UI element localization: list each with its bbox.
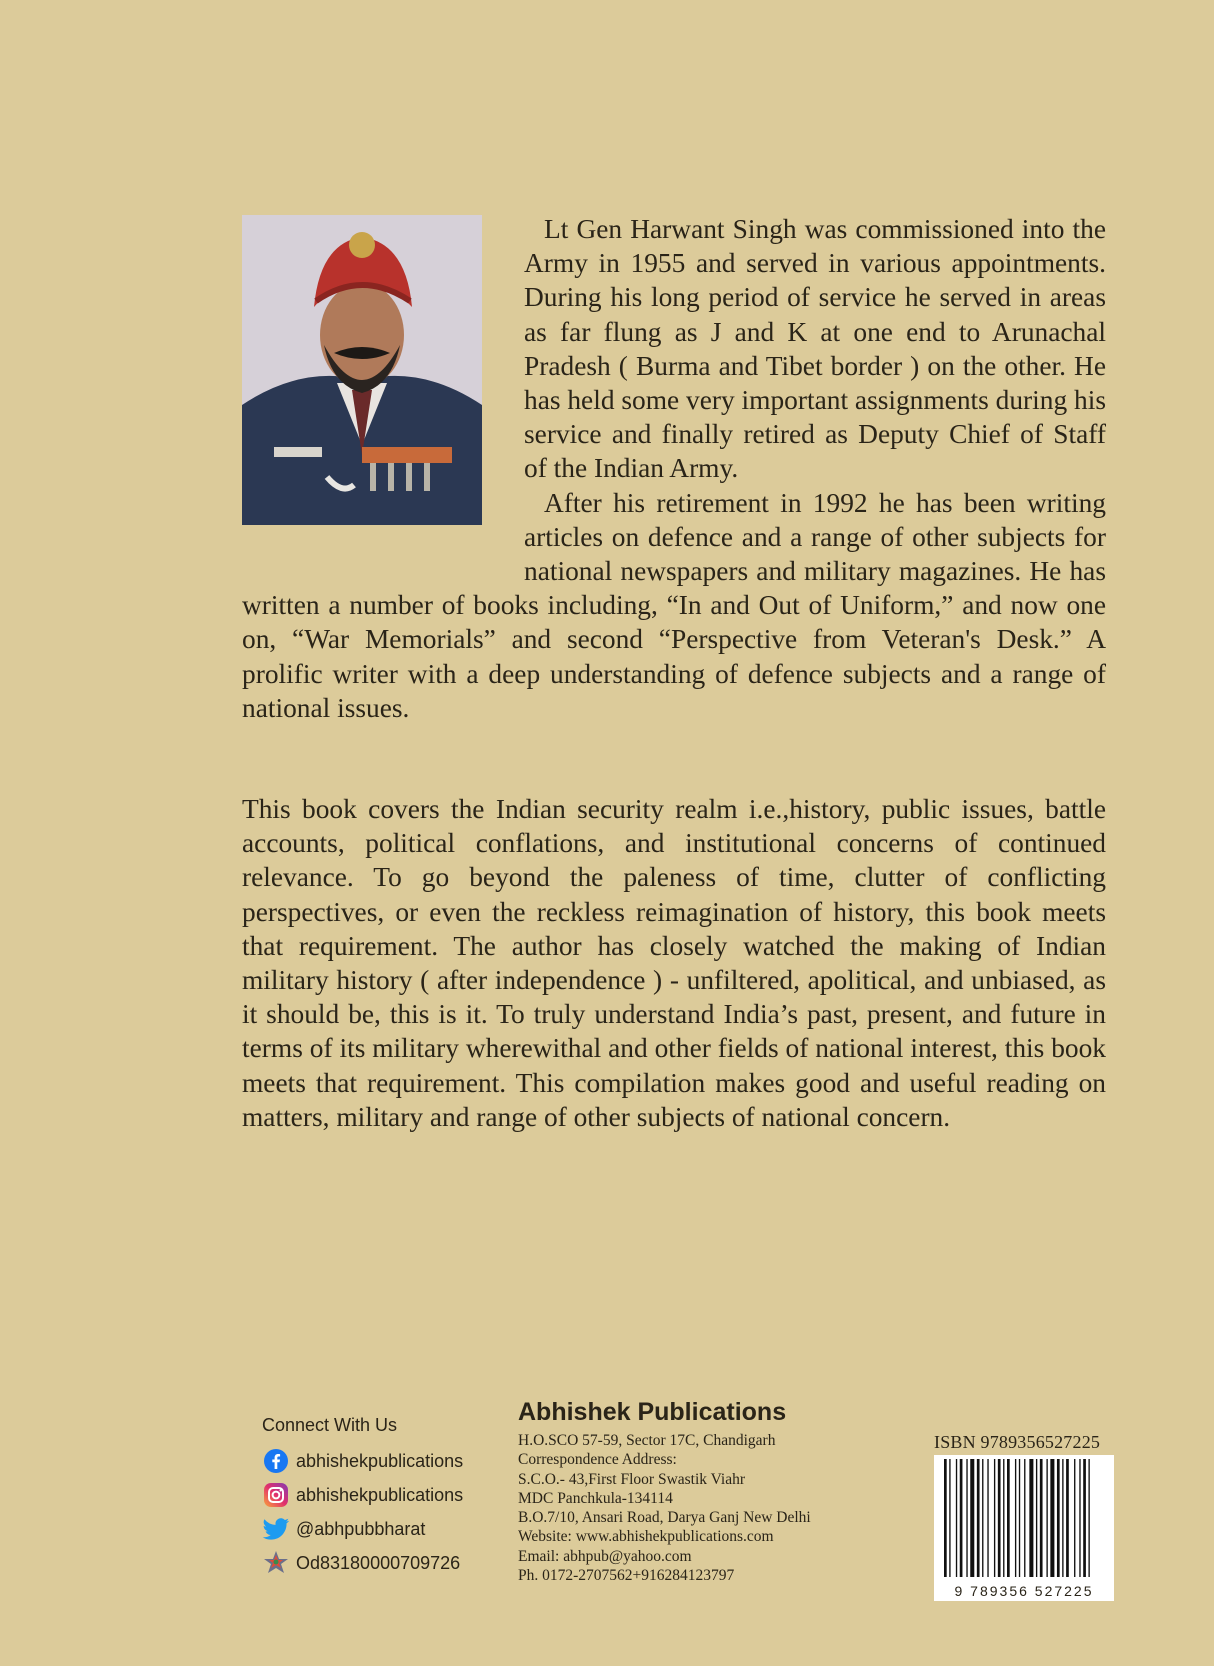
social-twitter[interactable] — [262, 1512, 463, 1546]
social-gem[interactable] — [262, 1546, 463, 1580]
isbn-label: ISBN 9789356527225 — [934, 1432, 1101, 1452]
publisher-address-line: B.O.7/10, Ansari Road, Darya Ganj New Delhi — [518, 1509, 811, 1527]
publisher-website[interactable]: Website: www.abhishekpublications.com — [518, 1528, 774, 1546]
barcode-bars — [934, 1455, 1114, 1601]
publisher-address-line: Correspondence Address: — [518, 1451, 677, 1469]
publisher-phone: Ph. 0172-2707562+916284123797 — [518, 1567, 735, 1585]
instagram-icon — [262, 1481, 290, 1509]
isbn-block — [934, 1432, 1118, 1601]
gem-icon — [262, 1549, 290, 1577]
social-facebook[interactable] — [262, 1444, 463, 1478]
connect-title: Connect With Us — [262, 1415, 398, 1435]
social-instagram[interactable] — [262, 1478, 463, 1512]
barcode — [934, 1455, 1114, 1601]
bio-paragraph: After his retirement in 1992 he has been writing articles on defence and a range of other subjects for national newspapers and military magazines. He has written a number of books including, “In and Out of Uniform,” and now one on, “War Memorials” and second “Perspective from Veteran's Desk.” A prolific writer with a deep understanding of defence subjects and a range of national issues. — [242, 487, 1106, 723]
publisher-address-line: MDC Panchkula-134114 — [518, 1489, 673, 1507]
publisher-address-line: S.C.O.- 43,First Floor Swastik Viahr — [518, 1470, 745, 1488]
social-handle: Od83180000709726 — [296, 1552, 461, 1573]
bio-paragraph: Lt Gen Harwant Singh was commissioned into the Army in 1955 and served in various appointments. During his long period of service he served in areas as far flung as J and K at one end to Arunachal Pradesh ( Burma and Tibet border ) on the other. He has held some very important assignments during his service and finally retired as Deputy Chief of Staff of the Indian Army. — [524, 214, 1106, 484]
author-bio — [242, 212, 1106, 725]
publisher-name: Abhishek Publications — [518, 1398, 787, 1426]
barcode-digits: 9 789356 527225 — [934, 1583, 1114, 1599]
photo-wrap-spacer — [242, 212, 524, 587]
blurb-paragraph: This book covers the Indian security realm i.e.,history, public issues, battle accounts, political conflations, and institutional concerns of continued relevance. To go beyond the paleness of time, clutter of conflicting perspectives, or even the reckless reimagination of history, this book meets that requirement. The author has closely watched the making of Indian military history ( after independence ) - unfiltered, apolitical, and unbiased, as it should be, this is it. To truly understand India’s past, present, and future in terms of its military wherewithal and other fields of national interest, this book meets that requirement. This compilation makes good and useful reading on matters, military and range of other subjects of national concern. — [242, 794, 1106, 1132]
publisher-address-line: H.O.SCO 57-59, Sector 17C, Chandigarh — [518, 1432, 776, 1449]
social-handle: @abhpubbharat — [296, 1518, 426, 1539]
social-handle: abhishekpublications — [296, 1450, 464, 1471]
connect-section — [262, 1415, 463, 1580]
social-handle: abhishekpublications — [296, 1484, 464, 1505]
publisher-email[interactable]: Email: abhpub@yahoo.com — [518, 1547, 692, 1565]
twitter-icon — [262, 1515, 290, 1543]
publisher-info — [518, 1398, 811, 1585]
facebook-icon — [262, 1447, 290, 1475]
book-blurb — [242, 792, 1106, 1134]
